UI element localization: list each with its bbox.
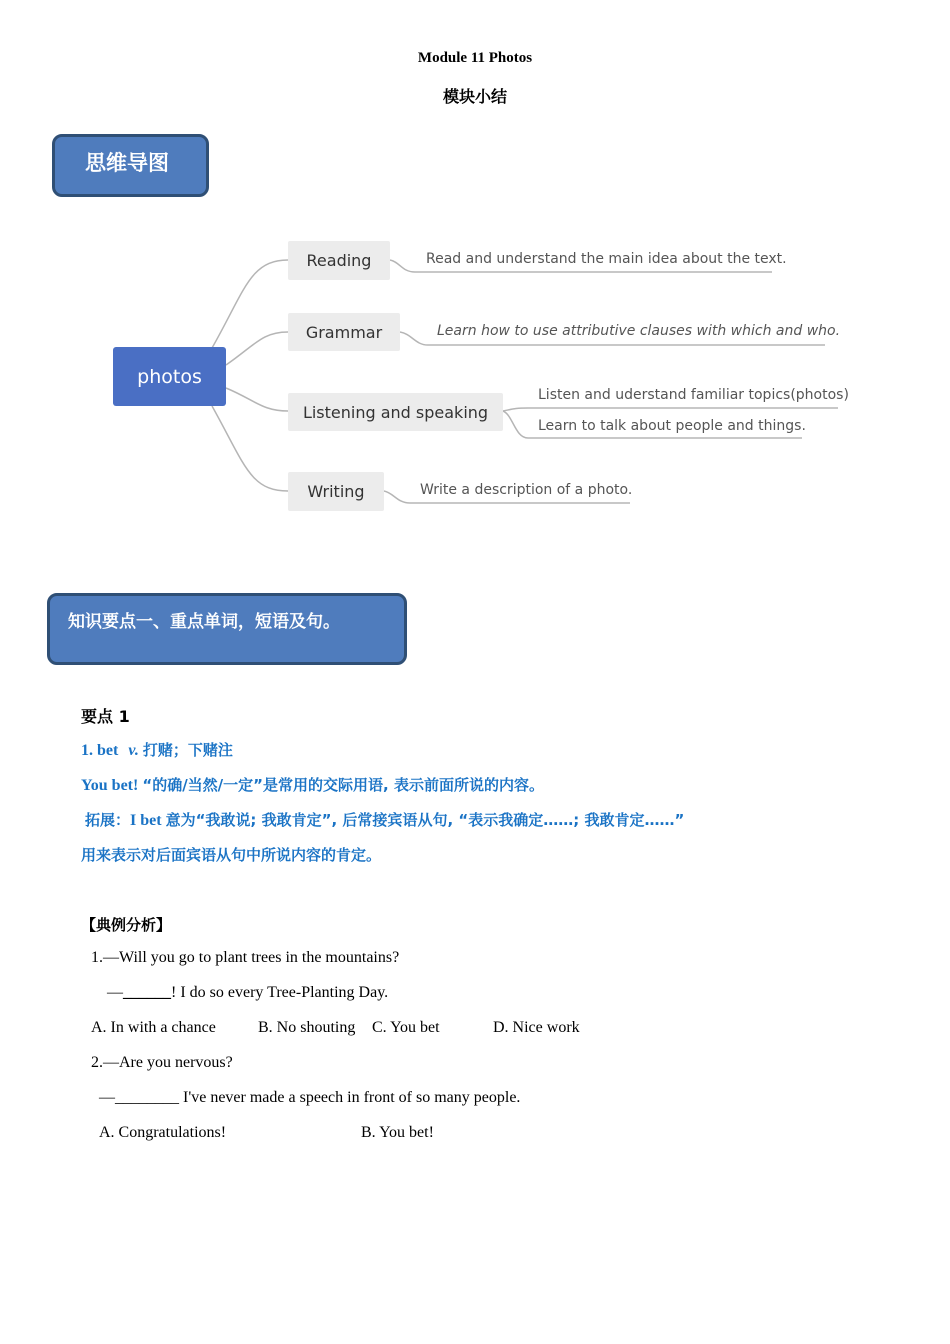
q2-option-b: B. You bet!	[361, 1124, 434, 1141]
mindmap-center-label: photos	[137, 365, 202, 388]
connector-grammar	[226, 332, 288, 365]
point-heading: 要点 1	[81, 707, 130, 726]
leaf-reading: Read and understand the main idea about the text.	[426, 251, 787, 267]
q1-answer	[107, 984, 388, 1002]
mindmap-connectors	[0, 0, 950, 560]
connector-listening	[226, 388, 288, 411]
q1-option-c: C. You bet	[372, 1019, 440, 1036]
branch-grammar	[288, 313, 400, 351]
branch-writing-label: Writing	[307, 482, 365, 501]
point-extension-line	[85, 809, 684, 830]
leaf-grammar: Learn how to use attributive clauses with which and who.	[437, 323, 841, 339]
extension-explanation-2: 用来表示对后面宾语从句中所说内容的肯定。	[81, 846, 382, 864]
branch-writing	[288, 472, 384, 511]
q2-question: 2.—Are you nervous?	[91, 1054, 233, 1071]
q1-question: 1.—Will you go to plant trees in the mountains?	[91, 949, 400, 966]
branch-reading-label: Reading	[306, 251, 372, 270]
usage-explanation: “的确/当然/一定”是常用的交际用语, 表示前面所说的内容。	[142, 776, 544, 794]
entry-meaning: 打赌；下赌注	[142, 741, 233, 759]
connector-listening-detail-1	[503, 408, 838, 411]
connector-reading	[212, 260, 288, 348]
q1-option-b: B. No shouting	[258, 1019, 356, 1036]
q2-answer: —________ I've never made a speech in front of so many people.	[99, 1089, 521, 1106]
examples-heading: 【典例分析】	[81, 916, 172, 934]
point-entry	[81, 739, 233, 760]
extension-label: 拓展：	[85, 811, 131, 829]
q2-option-a: A. Congratulations!	[99, 1124, 227, 1141]
branch-reading	[288, 241, 390, 280]
extension-phrase: I bet	[130, 812, 166, 829]
branch-listening-label: Listening and speaking	[302, 402, 489, 422]
page-subtitle: 模块小结	[442, 87, 507, 106]
entry-word: 1. bet	[81, 742, 119, 759]
q1-option-a: A. In with a chance	[91, 1019, 216, 1036]
entry-pos: v.	[128, 742, 139, 759]
leaf-writing: Write a description of a photo.	[420, 482, 633, 498]
q1-option-d: D. Nice work	[493, 1019, 580, 1036]
leaf-listening-1: Listen and uderstand familiar topics(photos)	[538, 387, 849, 403]
knowledge-section-label: 知识要点一、重点单词，短语及句。	[68, 612, 340, 632]
branch-listening-speaking	[288, 393, 503, 431]
point-usage-line	[81, 774, 544, 795]
leaf-listening-2: Learn to talk about people and things.	[538, 418, 806, 434]
q1-dash: —	[107, 984, 123, 1001]
mindmap-section-label: 思维导图	[85, 151, 169, 175]
q1-blank: ______	[123, 984, 171, 1001]
extension-explanation: 意为“我敢说; 我敢肯定”, 后常接宾语从句, “表示我确定……; 我敢肯定……”	[165, 811, 685, 829]
mindmap-center-node	[113, 347, 226, 406]
connector-writing	[212, 406, 288, 491]
knowledge-section-box	[47, 593, 407, 665]
page-title: Module 11 Photos	[417, 50, 533, 66]
usage-phrase: You bet!	[81, 777, 143, 794]
branch-grammar-label: Grammar	[305, 322, 383, 342]
q1-answer-rest: ! I do so every Tree-Planting Day.	[171, 984, 389, 1001]
point-extension-line-2	[81, 844, 381, 865]
